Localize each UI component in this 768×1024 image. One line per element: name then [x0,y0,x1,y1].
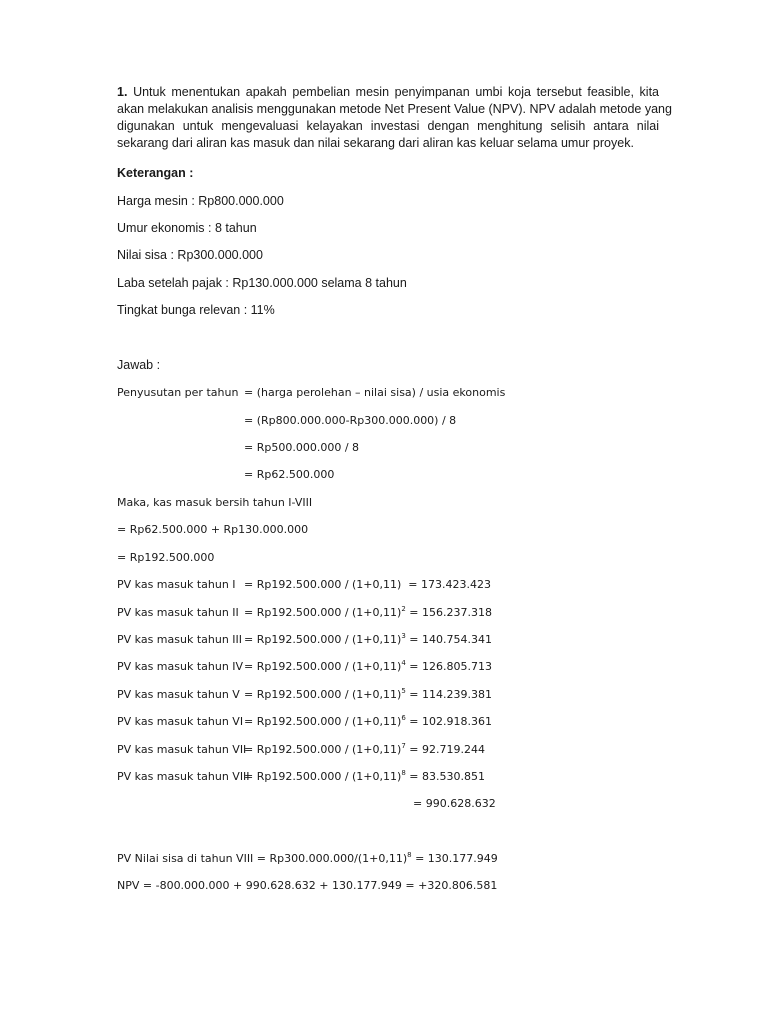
pv-row-label: PV kas masuk tahun IV [117,660,244,673]
penyusutan-formula-2: = (Rp800.000.000-Rp300.000.000) / 8 [244,414,457,427]
keterangan-bunga: Tingkat bunga relevan : 11% [117,303,275,317]
pv-row-formula: = $Rp192.500.000 / (1+0,11)^4 = 126.805.713$ [244,659,492,673]
intro-line-4: sekarang dari aliran kas masuk dan nilai sekarang dari aliran kas keluar selama umur proyek. [117,136,634,150]
pv-row-label: PV kas masuk tahun VI [117,715,244,728]
npv-result: NPV = -800.000.000 + 990.628.632 + 130.177.949 = +320.806.581 [117,879,498,892]
pv-nilai-sisa: PV Nilai sisa di tahun VIII = $Rp300.000.000/(1+0,11)^8 = 130.177.949$ [117,851,498,865]
keterangan-nilai-sisa: Nilai sisa : Rp300.000.000 [117,248,263,262]
penyusutan-formula-1: = (harga perolehan – nilai sisa) / usia ekonomis [244,386,506,399]
pv-total: = 990.628.632 [413,797,496,810]
pv-row-label: PV kas masuk tahun VII [117,743,247,756]
keterangan-umur-ekonomis: Umur ekonomis : 8 tahun [117,221,257,235]
pv-row-formula: = $Rp192.500.000 / (1+0,11)^2 = 156.237.318$ [244,605,492,619]
keterangan-heading: Keterangan : [117,166,194,180]
keterangan-harga-mesin: Harga mesin : Rp800.000.000 [117,194,284,208]
intro-line-2: akan melakukan analisis menggunakan metode Net Present Value (NPV). NPV adalah metode yang [117,102,672,116]
pv-row-formula: = $Rp192.500.000 / (1+0,11)^6 = 102.918.361$ [244,714,492,728]
question-number: 1. [117,85,128,99]
kas-masuk-sum: = Rp62.500.000 + Rp130.000.000 [117,523,309,536]
intro-line-1: 1. Untuk menentukan apakah pembelian mesin penyimpanan umbi koja tersebut feasible, kita [117,85,659,99]
penyusutan-formula-3: = Rp500.000.000 / 8 [244,441,360,454]
pv-row-formula: = $Rp192.500.000 / (1+0,11)^7 = 92.719.244$ [244,742,485,756]
pv-row-formula: = $Rp192.500.000 / (1+0,11)^3 = 140.754.341$ [244,632,492,646]
pv-row-formula: = $Rp192.500.000 / (1+0,11)^8 = 83.530.851$ [244,769,485,783]
pv-row-formula: = $Rp192.500.000 / (1+0,11)^5 = 114.239.381$ [244,687,492,701]
pv-row-label: PV kas masuk tahun V [117,688,240,701]
pv-row-label: PV kas masuk tahun I [117,578,236,591]
pv-row-label: PV kas masuk tahun VIII [117,770,250,783]
intro-line-3: digunakan untuk mengevaluasi kelayakan investasi dengan menghitung selisih antara nilai [117,119,659,133]
kas-masuk-total: = Rp192.500.000 [117,551,215,564]
kas-masuk-heading: Maka, kas masuk bersih tahun I-VIII [117,496,313,509]
penyusutan-label: Penyusutan per tahun [117,386,239,399]
pv-row-label: PV kas masuk tahun III [117,633,243,646]
keterangan-laba: Laba setelah pajak : Rp130.000.000 selama 8 tahun [117,276,407,290]
penyusutan-result: = Rp62.500.000 [244,468,335,481]
pv-row-formula: = Rp192.500.000 / (1+0,11) = 173.423.423 [244,578,491,591]
pv-row-label: PV kas masuk tahun II [117,606,239,619]
jawab-heading: Jawab : [117,358,161,372]
